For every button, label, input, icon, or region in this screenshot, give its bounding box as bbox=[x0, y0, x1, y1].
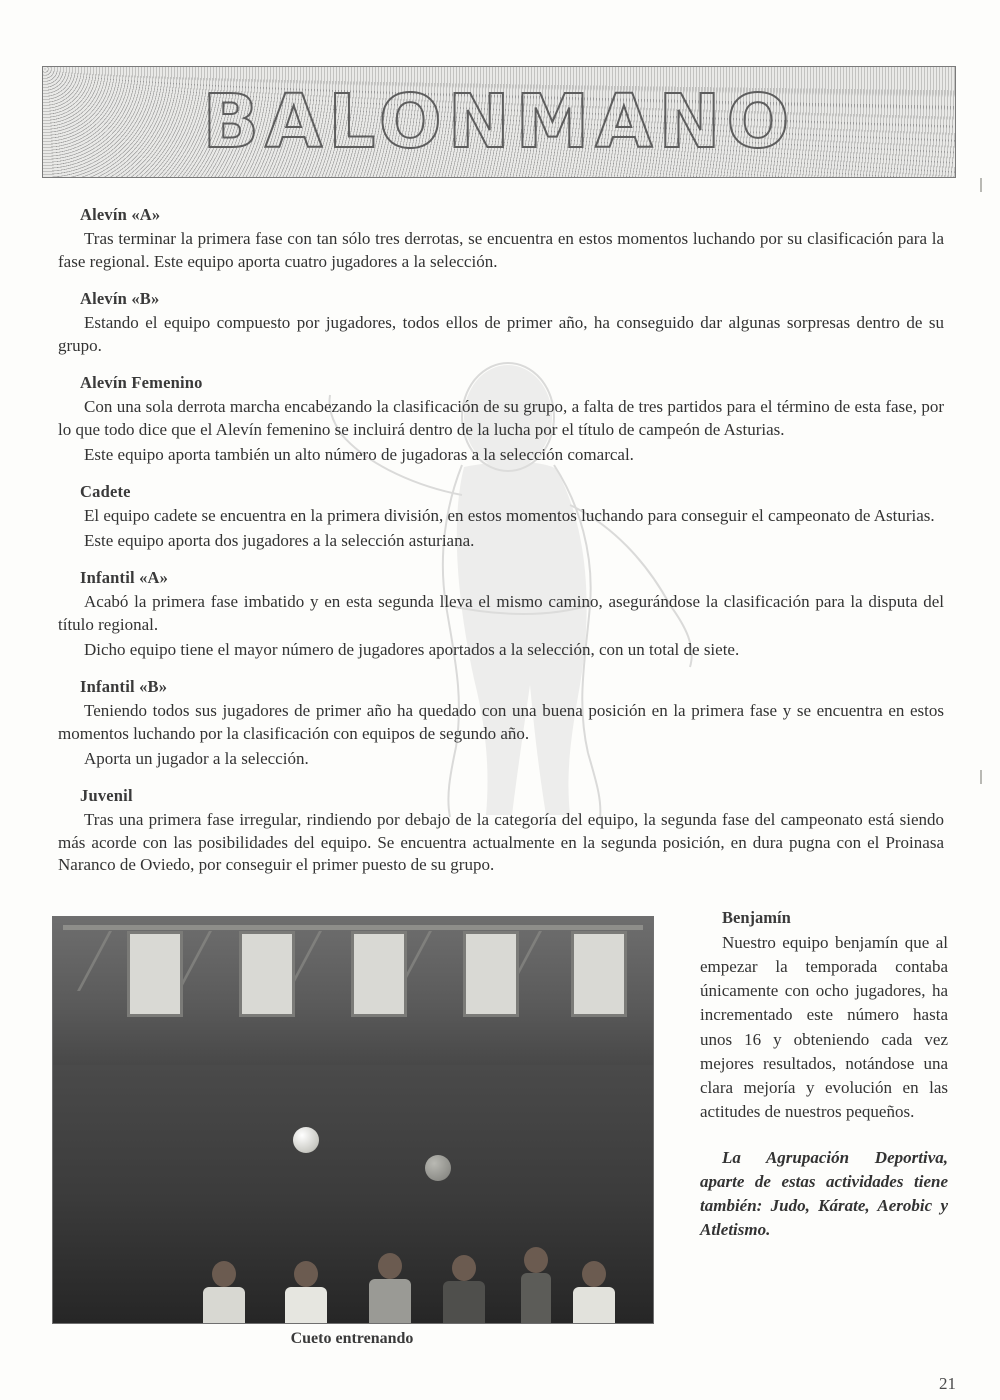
article-section bbox=[58, 482, 944, 552]
article-section bbox=[58, 205, 944, 273]
section-heading: Infantil «A» bbox=[80, 568, 169, 588]
photo-player-head bbox=[452, 1255, 476, 1281]
sidebar-column bbox=[700, 908, 948, 1243]
photo-window bbox=[127, 931, 183, 1017]
article-body bbox=[58, 205, 944, 893]
photo-player-head bbox=[378, 1253, 402, 1279]
photo-truss bbox=[63, 925, 643, 930]
photo-player-torso bbox=[443, 1281, 485, 1324]
photo-player-torso bbox=[203, 1287, 245, 1324]
photo-player-head bbox=[212, 1261, 236, 1287]
page-number: 21 bbox=[939, 1374, 956, 1393]
scan-edge-mark bbox=[980, 770, 982, 784]
photo-player-torso bbox=[573, 1287, 615, 1324]
section-paragraph: Con una sola derrota marcha encabezando la clasificación de su grupo, a falta de tres partidos para el término de esta fase, por lo que todo dice que el Alevín femenino se incluirá dentro de la lucha por el título de campeón de Asturias. bbox=[58, 397, 944, 440]
sidebar-heading: Benjamín bbox=[722, 908, 791, 927]
photo-window bbox=[239, 931, 295, 1017]
section-heading: Alevín «B» bbox=[80, 289, 160, 309]
photo-player-torso bbox=[369, 1279, 411, 1324]
section-heading: Juvenil bbox=[80, 786, 133, 806]
section-banner bbox=[42, 66, 956, 178]
photo-window bbox=[351, 931, 407, 1017]
photo-window bbox=[571, 931, 627, 1017]
article-section bbox=[58, 373, 944, 466]
article-section bbox=[58, 568, 944, 661]
section-heading: Infantil «B» bbox=[80, 677, 168, 697]
photo-player-head bbox=[582, 1261, 606, 1287]
section-paragraph: Este equipo aporta dos jugadores a la selección asturiana. bbox=[84, 530, 475, 550]
photo-player-head bbox=[524, 1247, 548, 1273]
photo-player-torso bbox=[521, 1273, 551, 1324]
photo-player-torso bbox=[285, 1287, 327, 1324]
article-section bbox=[58, 289, 944, 357]
sidebar-paragraph: Nuestro equipo benjamín que al empezar la temporada contaba únicamente con ocho jugadores, ha incrementado este número hasta unos 16 y obteniendo cada vez mejores resultados, notándose una clara mejoría y evolución en las actitudes de nuestros pequeños. bbox=[700, 933, 948, 1121]
section-paragraph: Teniendo todos sus jugadores de primer año ha quedado con una buena posición en la primera fase y se encuentra en estos momentos luchando por la clasificación con equipos de segundo año. bbox=[58, 701, 944, 743]
scan-edge-mark bbox=[980, 178, 982, 192]
section-paragraph: Estando el equipo compuesto por jugadores, todos ellos de primer año, ha conseguido dar algunas sorpresas dentro de su grupo. bbox=[58, 313, 944, 355]
section-paragraph: El equipo cadete se encuentra en la primera división, en estos momentos luchando para conseguir el campeonato de Asturias. bbox=[84, 506, 935, 526]
photo-window bbox=[463, 931, 519, 1017]
section-paragraph: Este equipo aporta también un alto número de jugadoras a la selección comarcal. bbox=[84, 444, 634, 464]
handball-ball bbox=[425, 1155, 451, 1181]
banner-title: BALONMANO bbox=[202, 79, 796, 165]
section-paragraph: Tras terminar la primera fase con tan sólo tres derrotas, se encuentra en estos momentos luchando por su clasificación para la fase regional. Este equipo aporta cuatro jugadores a la selección. bbox=[58, 229, 944, 271]
section-paragraph: Acabó la primera fase imbatido y en esta segunda lleva el mismo camino, asegurándose la clasificación para la disputa del título regional. bbox=[58, 592, 944, 635]
photo-floor bbox=[53, 1203, 653, 1323]
section-heading: Cadete bbox=[80, 482, 131, 502]
section-heading: Alevín «A» bbox=[80, 205, 161, 224]
article-section bbox=[58, 786, 944, 877]
section-paragraph: Aporta un jugador a la selección. bbox=[84, 748, 309, 768]
sidebar-note: La Agrupación Deportiva, aparte de estas actividades tiene también: Judo, Kárate, Aerobic y Atletismo. bbox=[700, 1148, 948, 1240]
section-paragraph: Tras una primera fase irregular, rindiendo por debajo de la categoría del equipo, la segunda fase del campeonato está siendo más acorde con las posibilidades del equipo. Se encuentra actualmente en la segunda posición, en dura pugna con el Proinasa Naranco de Oviedo, por conseguir el primer puesto de su grupo. bbox=[58, 810, 944, 875]
photo-player-head bbox=[294, 1261, 318, 1287]
section-heading: Alevín Femenino bbox=[80, 373, 203, 393]
section-paragraph: Dicho equipo tiene el mayor número de jugadores aportados a la selección, con un total de siete. bbox=[84, 639, 740, 659]
handball-ball bbox=[293, 1127, 319, 1153]
training-photo bbox=[52, 916, 654, 1324]
article-section bbox=[58, 677, 944, 770]
photo-caption: Cueto entrenando bbox=[290, 1330, 414, 1347]
